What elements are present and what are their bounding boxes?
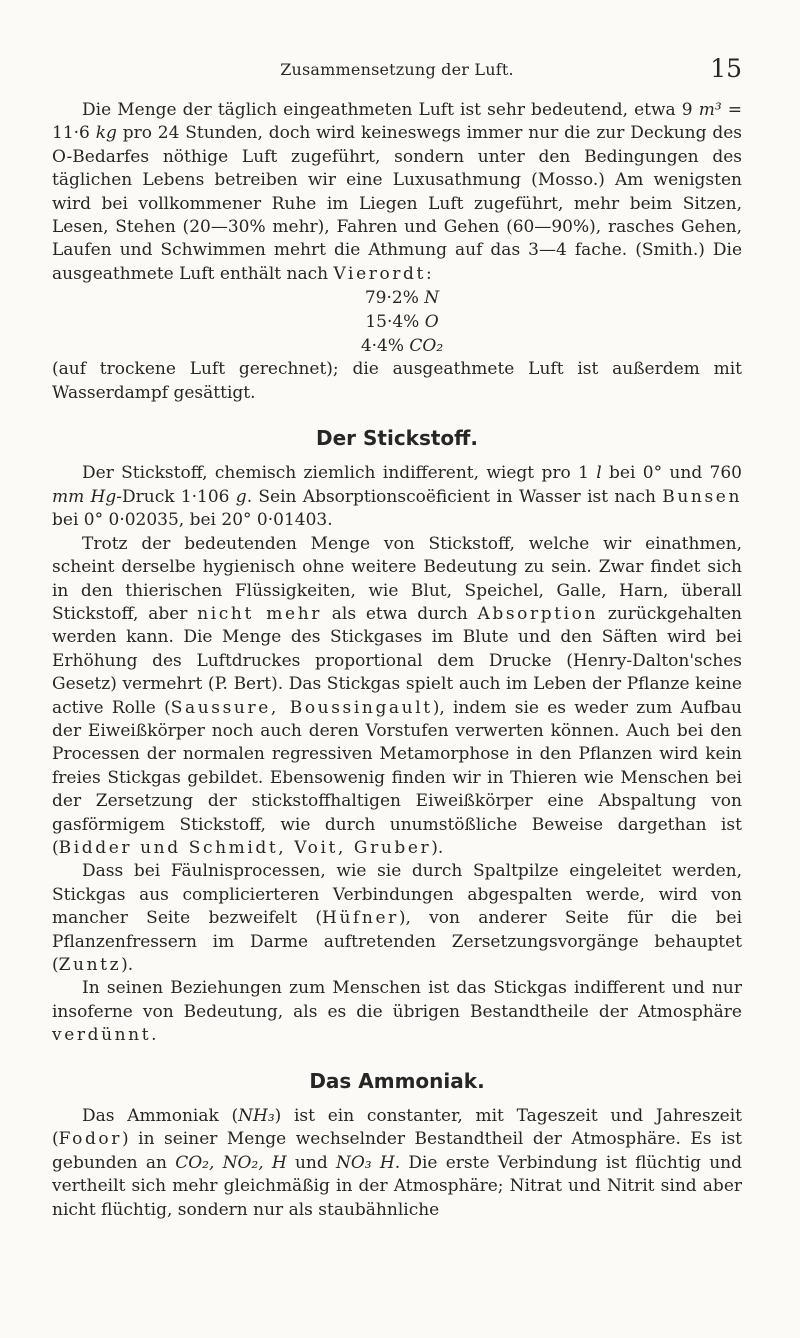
book-page xyxy=(52,0,742,1338)
formula-line-co2: 4·4% CO₂ xyxy=(360,336,444,357)
paragraph-ammoniak-1: Das Ammoniak (NH₃) ist ein constanter, mit Tageszeit und Jahreszeit (Fodor) in seiner Menge wechselnder Bestandtheil der Atmosphäre. Es ist gebunden an CO₂, NO₂, H und NO₃ H. Die erste Verbindung ist flüchtig und vertheilt sich mehr gleichmäßig in der Atmosphäre; Nitrat und Nitrit sind aber nicht flüchtig, sondern nur als staubähnliche xyxy=(52,1106,742,1220)
paragraph-stickstoff-4: In seinen Beziehungen zum Menschen ist das Stickgas indifferent und nur insoferne von Bedeutung, als es die übrigen Bestandtheile der Atmosphäre verdünnt. xyxy=(52,978,742,1046)
section-heading-ammoniak: Das Ammoniak. xyxy=(309,1068,485,1093)
page-number: 15 xyxy=(710,54,742,83)
author-name: Vierordt xyxy=(333,263,426,284)
section-heading-stickstoff: Der Stickstoff. xyxy=(316,426,478,451)
paragraph-stickstoff-3: Dass bei Fäulnisprocessen, wie sie durch Spaltpilze eingeleitet werden, Stickgas aus complicierteren Verbindungen abgespalten werde, wird von mancher Seite bezweifelt (Hüfner), von anderer Seite für die bei Pflanzenfressern im Darme auftretenden Zersetzungsvorgänge behauptet (Zuntz). xyxy=(52,861,743,975)
paragraph-stickstoff-2: Trotz der bedeutenden Menge von Stickstoff, welche wir einathmen, scheint derselbe hygienisch ohne weitere Bedeutung zu sein. Zwar findet sich in den thierischen Flüssigkeiten, wie Blut, Speichel, Galle, Harn, überall Stickstoff, aber nicht mehr als etwa durch Absorption zurückgehalten werden kann. Die Menge des Stickgases im Blute und den Säften wird bei Erhöhung des Luftdruckes proportional dem Drucke (Henry-Dalton'sches Gesetz) vermehrt (P. Bert). Das Stickgas spielt auch im Leben der Pflanze keine active Rolle (Saussure, Boussingault), indem sie es weder zum Aufbau der Eiweißkörper noch auch deren Vorstufen verwerten können. Auch bei den Processen der normalen regressiven Metamorphose in den Pflanzen wird kein freies Stickgas gebildet. Ebensowenig finden wir in Thieren wie Menschen bei der Zersetzung der stickstoffhaltigen Eiweißkörper eine Abspaltung von gasförmigem Stickstoff, wie durch unumstößliche Beweise dargethan ist (Bidder und Schmidt, Voit, Gruber). xyxy=(52,533,743,858)
paragraph-luftmenge: Die Menge der täglich eingeathmeten Luft ist sehr bedeutend, etwa 9 m³ = 11·6 kg pro 24 Stunden, doch wird keineswegs immer nur die zur Deckung des O-Bedarfes nöthige Luft zugeführt, sondern unter den Bedingungen des täglichen Lebens betreiben wir eine Luxusathmung (Mosso.) Am wenigsten wird bei vollkommener Ruhe im Liegen Luft zugeführt, mehr beim Sitzen, Lesen, Stehen (20—30% mehr), Fahren und Gehen (60—90%), rasches Gehen, Laufen und Schwimmen mehrt die Athmung auf das 3—4 fache. (Smith.) Die ausgeathmete Luft enthält nach Vierordt: xyxy=(52,100,742,284)
paragraph-stickstoff-1: Der Stickstoff, chemisch ziemlich indifferent, wiegt pro 1 l bei 0° und 760 mm Hg-Druck 1·106 g. Sein Absorptionscoëficient in Wasser ist nach Bunsen bei 0° 0·02035, bei 20° 0·01403. xyxy=(52,463,743,531)
body-text xyxy=(52,99,742,1222)
formula-line-oxygen: 15·4% O xyxy=(365,312,439,333)
paragraph-after-formula: (auf trockene Luft gerechnet); die ausgeathmete Luft ist außerdem mit Wasserdampf gesättigt. xyxy=(52,359,742,403)
running-head xyxy=(52,56,742,86)
formula-line-nitrogen: 79·2% N xyxy=(364,288,440,309)
composition-formula xyxy=(52,286,742,358)
running-head-title: Zusammensetzung der Luft. xyxy=(280,60,514,79)
